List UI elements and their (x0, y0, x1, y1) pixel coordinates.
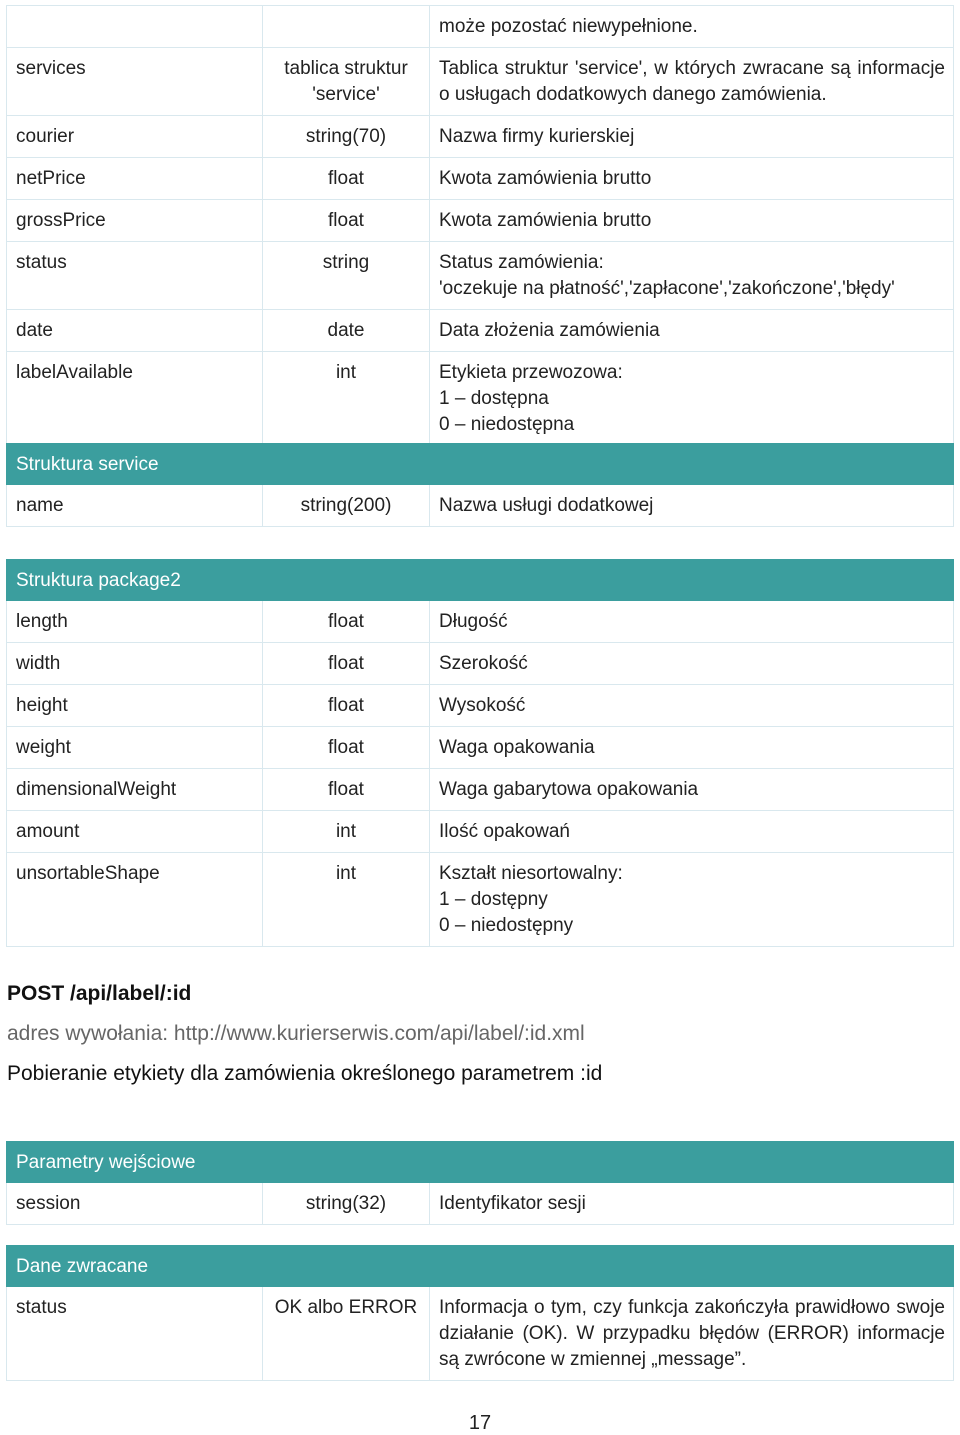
field-name: status (7, 242, 263, 310)
field-type: float (263, 685, 430, 727)
table-row (7, 811, 954, 853)
field-description: Wysokość (430, 685, 954, 727)
field-type: string(70) (263, 116, 430, 158)
field-type: int (263, 811, 430, 853)
table-row (7, 485, 954, 527)
table-row (7, 727, 954, 769)
field-type: string(32) (263, 1183, 430, 1225)
table-row (7, 200, 954, 242)
endpoint-title: POST /api/label/:id (7, 982, 192, 1005)
table-row (7, 601, 954, 643)
field-description: Tablica struktur 'service', w których zwracane są informacje o usługach dodatkowych danego zamówienia. (430, 48, 954, 116)
table-row (7, 48, 954, 116)
field-type: float (263, 769, 430, 811)
field-name (7, 6, 263, 48)
page-number: 17 (468, 1412, 492, 1434)
field-name: courier (7, 116, 263, 158)
field-description: Status zamówienia: 'oczekuje na płatność','zapłacone','zakończone','błędy' (430, 242, 954, 310)
field-description: Nazwa firmy kurierskiej (430, 116, 954, 158)
table-row (7, 352, 954, 446)
field-type: float (263, 643, 430, 685)
field-name: grossPrice (7, 200, 263, 242)
field-description: Ilość opakowań (430, 811, 954, 853)
table-header-label: Struktura service (7, 444, 954, 485)
field-type: float (263, 158, 430, 200)
table-row (7, 116, 954, 158)
field-name: unsortableShape (7, 853, 263, 947)
field-type: float (263, 601, 430, 643)
field-description: Informacja o tym, czy funkcja zakończyła prawidłowo swoje działanie (OK). W przypadku błędów (ERROR) informacje są zwrócone w zmiennej „message”. (430, 1287, 954, 1381)
package2-structure-table (6, 559, 954, 947)
table-header (7, 444, 954, 485)
field-name: date (7, 310, 263, 352)
field-description: może pozostać niewypełnione. (430, 6, 954, 48)
field-type: tablica struktur 'service' (263, 48, 430, 116)
table-row (7, 769, 954, 811)
field-name: width (7, 643, 263, 685)
table-header (7, 1142, 954, 1183)
field-description: Identyfikator sesji (430, 1183, 954, 1225)
field-type: int (263, 853, 430, 947)
field-name: name (7, 485, 263, 527)
table-row (7, 1183, 954, 1225)
table-row (7, 6, 954, 48)
table-row (7, 242, 954, 310)
field-name: netPrice (7, 158, 263, 200)
service-structure-table (6, 443, 954, 527)
endpoint-url: adres wywołania: http://www.kurierserwis.com/api/label/:id.xml (7, 1022, 585, 1045)
input-params-table (6, 1141, 954, 1225)
table-row (7, 310, 954, 352)
field-type: string (263, 242, 430, 310)
returned-data-table (6, 1245, 954, 1381)
field-name: labelAvailable (7, 352, 263, 446)
table-row (7, 853, 954, 947)
table-header (7, 560, 954, 601)
field-description: Waga opakowania (430, 727, 954, 769)
table-header-label: Parametry wejściowe (7, 1142, 954, 1183)
table-row (7, 685, 954, 727)
field-type: int (263, 352, 430, 446)
field-name: status (7, 1287, 263, 1381)
table-row (7, 1287, 954, 1381)
field-type: OK albo ERROR (263, 1287, 430, 1381)
field-name: session (7, 1183, 263, 1225)
field-description: Kwota zamówienia brutto (430, 200, 954, 242)
field-type: float (263, 727, 430, 769)
field-name: amount (7, 811, 263, 853)
field-type (263, 6, 430, 48)
field-name: length (7, 601, 263, 643)
order-fields-table (6, 5, 954, 446)
field-description: Szerokość (430, 643, 954, 685)
field-name: dimensionalWeight (7, 769, 263, 811)
table-row (7, 158, 954, 200)
table-row (7, 643, 954, 685)
field-description: Długość (430, 601, 954, 643)
field-description: Kwota zamówienia brutto (430, 158, 954, 200)
table-header-label: Dane zwracane (7, 1246, 954, 1287)
field-description: Etykieta przewozowa: 1 – dostępna 0 – niedostępna (430, 352, 954, 446)
field-description: Kształt niesortowalny: 1 – dostępny 0 – niedostępny (430, 853, 954, 947)
field-description: Waga gabarytowa opakowania (430, 769, 954, 811)
table-header (7, 1246, 954, 1287)
field-name: height (7, 685, 263, 727)
field-name: services (7, 48, 263, 116)
field-name: weight (7, 727, 263, 769)
endpoint-description: Pobieranie etykiety dla zamówienia określonego parametrem :id (7, 1062, 603, 1085)
field-type: string(200) (263, 485, 430, 527)
field-description: Nazwa usługi dodatkowej (430, 485, 954, 527)
table-header-label: Struktura package2 (7, 560, 954, 601)
field-description: Data złożenia zamówienia (430, 310, 954, 352)
field-type: date (263, 310, 430, 352)
field-type: float (263, 200, 430, 242)
